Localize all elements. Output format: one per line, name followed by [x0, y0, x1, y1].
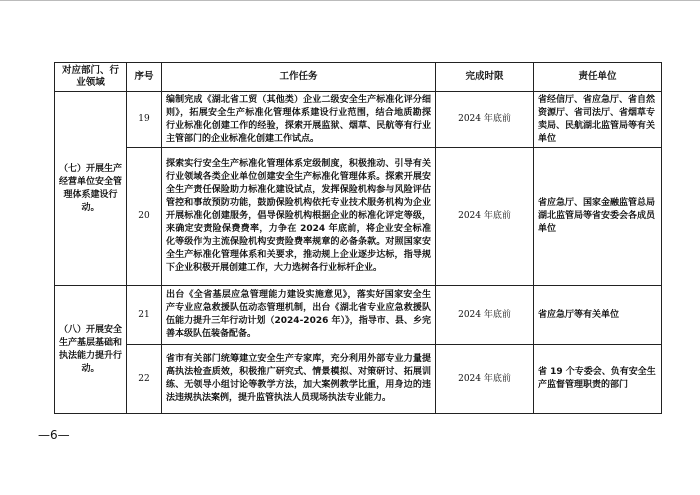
- page-number: —6—: [38, 428, 70, 442]
- top-edge-line: [0, 0, 700, 1]
- task-cell: 探索实行安全生产标准化管理体系定级制度，积极推动、引导有关行业领域各类企业单位创建安全生产标准化管理体系。探索开展安全生产责任保险助力标准化建设试点，发挥保险机构参与风险评估管控和事故预防功能，鼓励保险机构依托专业技术服务机构为企业开展标准化创建服务，倡导保险机构根据企业的标准化评定等级，来确定安责险保费费率，力争在 2024 年底前，将企业安全标准化等级作为主流保险机构安责险费率规章的必备条款。对照国家安全生产标准化管理体系和关要求，推动规上企业逐步达标，指导规下企业积极开展创建工作，大力选树各行业标杆企业。: [162, 148, 436, 286]
- seq-cell: 20: [127, 148, 162, 286]
- domain-cell: （八）开展安全生产基层基础和执法能力提升行动。: [55, 286, 127, 414]
- deadline-cell: 2024 年底前: [436, 286, 534, 345]
- task-table: [54, 62, 662, 414]
- table-row: [55, 148, 662, 286]
- header-unit: 责任单位: [534, 63, 662, 92]
- header-seq: 序号: [127, 63, 162, 92]
- table-row: [55, 345, 662, 414]
- unit-cell: 省应急厅等有关单位: [534, 286, 662, 345]
- header-domain: 对应部门、行业领域: [55, 63, 127, 92]
- table-row: [55, 92, 662, 148]
- seq-cell: 21: [127, 286, 162, 345]
- deadline-cell: 2024 年底前: [436, 148, 534, 286]
- domain-cell: （七）开展生产经营单位安全管理体系建设行动。: [55, 92, 127, 286]
- table-header-row: [55, 63, 662, 92]
- unit-cell: 省 19 个专委会、负有安全生产监督管理职责的部门: [534, 345, 662, 414]
- header-deadline: 完成时限: [436, 63, 534, 92]
- unit-cell: 省应急厅、国家金融监管总局湖北监管局等省安委会各成员单位: [534, 148, 662, 286]
- task-cell: 编制完成《湖北省工贸（其他类）企业二级安全生产标准化评分细则》，拓展安全生产标准化管理体系建设行业范围，结合地质勘探行业标准化创建工作的经验，探索开展监狱、烟草、民航等有行业主管部门的企业标准化创建工作试点。: [162, 92, 436, 148]
- seq-cell: 19: [127, 92, 162, 148]
- deadline-cell: 2024 年底前: [436, 92, 534, 148]
- seq-cell: 22: [127, 345, 162, 414]
- task-cell: 出台《全省基层应急管理能力建设实施意见》，落实好国家安全生产专业应急救援队伍动态管理机制，出台《湖北省专业应急救援队伍能力提升三年行动计划（2024-2026 年）》，指导市、县、乡完善本级队伍装备配备。: [162, 286, 436, 345]
- task-cell: 省市有关部门统筹建立安全生产专家库，充分利用外部专业力量提高执法检查质效，积极推广研究式、情景模拟、对策研讨、拓展训练、无领导小组讨论等教学方法，加大案例教学比重，用身边的违法违规执法案例，提升监管执法人员现场执法专业能力。: [162, 345, 436, 414]
- table-row: [55, 286, 662, 345]
- header-task: 工作任务: [162, 63, 436, 92]
- unit-cell: 省经信厅、省应急厅、省自然资源厅、省司法厅、省烟草专卖局、民航湖北监管局等有关单位: [534, 92, 662, 148]
- deadline-cell: 2024 年底前: [436, 345, 534, 414]
